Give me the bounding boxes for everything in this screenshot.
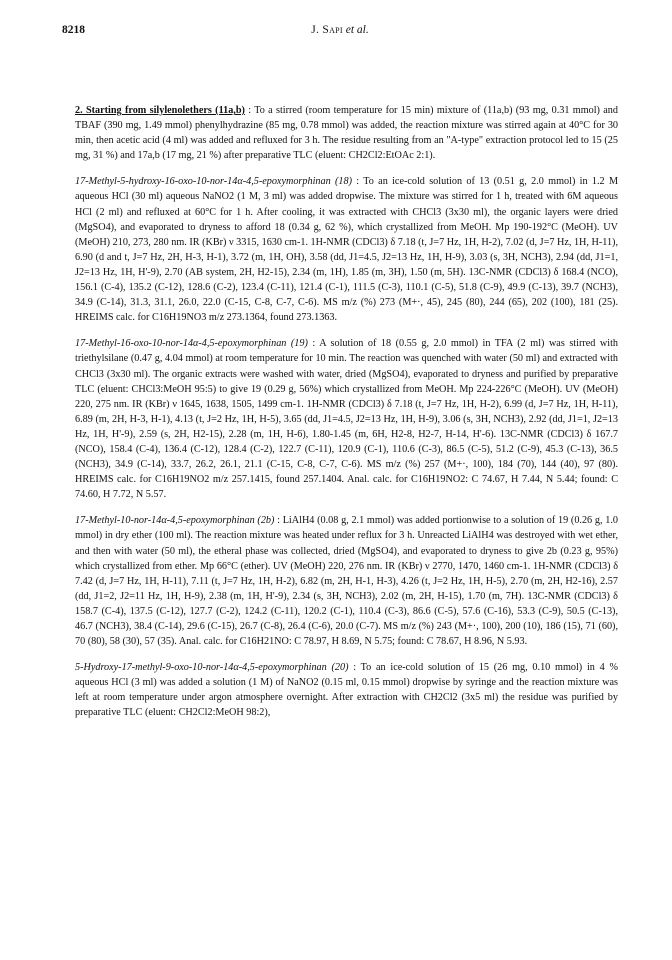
page-header [62, 24, 618, 42]
procedure-heading: 17-Methyl-16-oxo-10-nor-14α-4,5-epoxymorphinan (19) [75, 338, 308, 350]
running-author: J. Sapi [311, 24, 343, 36]
running-etal: et al. [345, 24, 369, 36]
procedure-text: : LiAlH4 (0.08 g, 2.1 mmol) was added portionwise to a solution of 19 (0.26 g, 1.0 mmol) in dry ether (100 ml). The reaction mixture was heated under reflux for 3 h. Unreacted LiAlH4 was destroyed with wet ether, and then with water (50 ml), the etheral phase was collected, dried (MgSO4), and evaporated to dryness to give 2b (0.23 g, 95%) which crystallized from ether. Mp 66°C (ether). UV (MeOH) 220, 276 nm. IR (KBr) ν 2770, 1470, 1460 cm-1. 1H-NMR (CDCl3) δ 7.42 (d, J=7 Hz, 1H, H-11), 7.11 (t, J=7 Hz, 1H, H-2), 6.82 (m, 2H, H-1, H-3), 4.26 (t, J=2 Hz, 1H, H-5), 2.70 (m, 2H, H2-16), 2.57 (dd, J1=2, J2=11 Hz, 1H, H-9), 2.38 (m, 1H, H'-9), 2.34 (s, 3H, NCH3), 2.02 (m, 2H, H-15), 1.70 (m, 7H). 13C-NMR (CDCl3) δ 158.7 (C-4), 137.5 (C-12), 127.7 (C-2), 124.2 (C-11), 120.2 (C-1), 110.4 (C-3), 86.6 (C-5), 57.6 (C-16), 53.3 (C-9), 50.5 (C-13), 46.7 (NCH3), 38.4 (C-14), 29.6 (C-15), 26.7 (C-8), 26.4 (C-6), 20.0 (C-7). MS m/z (%) 243 (M+·, 100), 200 (10), 186 (15), 71 (60), 70 (80), 58 (30), 57 (35). Anal. calc. for C16H21NO: C 78.97, H 8.69, N 5.75; found: C 78.67, H 8.96, N 5.93. [75, 515, 618, 648]
running-title [62, 24, 618, 36]
procedure-paragraph [75, 103, 618, 163]
procedure-heading: 5-Hydroxy-17-methyl-9-oxo-10-nor-14α-4,5-epoxymorphinan (20) [75, 662, 349, 674]
procedure-text: : A solution of 18 (0.55 g, 2.0 mmol) in TFA (2 ml) was stirred with triethylsilane (0.47 g, 4.04 mmol) at room temperature for 10 min. The reaction was quenched with water (50 ml) and extracted with CHCl3 (3x30 ml). The organic extracts were washed with water, dried (MgSO4), evaporated to dryness and purified by preparative TLC (eluent: CHCl3:MeOH 95:5) to give 19 (0.29 g, 56%) which crystallized from MeOH. Mp 224-226°C (MeOH). UV (MeOH) 220, 275 nm. IR (KBr) ν 1645, 1638, 1505, 1499 cm-1. 1H-NMR (CDCl3) δ 7.18 (t, J=7 Hz, 1H, H-2), 6.99 (d, J=7 Hz, 1H, H-11), 6.89 (m, 2H, H-3, H-1), 4.13 (t, J=2 Hz, 1H, H-5), 3.65 (dd, J1=4.5, J2=13 Hz, 1H, H-9), 3.06 (s, 3H, NCH3), 2.92 (dd, J1=1, J2=13 Hz, 1H, H'-9), 2.59 (s, 2H, H2-15), 2.28 (m, 1H, H-6), 1.80-1.45 (m, 6H, H2-8, H2-7, H-14, H'-6). 13C-NMR (CDCl3) δ 167.7 (NCO), 158.4 (C-4), 136.4 (C-12), 128.4 (C-2), 122.7 (C-11), 120.9 (C-1), 110.6 (C-3), 86.5 (C-5), 51.2 (C-9), 45.3 (C-13), 36.5 (NCH3), 34.9 (C-14), 33.7, 26.2, 26.1, 21.1 (C-15, C-8, C-7, C-6). MS m/z (%) 257 (M+·, 100), 184 (70), 144 (40), 97 (80). HREIMS calc. for C16H19NO2 m/z 257.1415, found 257.1404. Anal. calc. for C16H19NO2: C 74.67, H 7.44, N 5.44; found: C 74.60, H 7.72, N 5.57. [75, 338, 618, 501]
procedure-paragraph [75, 660, 618, 720]
procedure-paragraph [75, 336, 618, 502]
procedure-paragraph [75, 174, 618, 325]
procedure-text: : To an ice-cold solution of 13 (0.51 g, 2.0 mmol) in 1.2 M aqueous HCl (30 ml) aqueous NaNO2 (1 M, 3 ml) was added dropwise. The mixture was stirred for 1 h, treated with 6M aqueous HCl (2 ml) and refluxed at 60°C for 1 h. After cooling, it was extracted with CHCl3 (3x30 ml), the organic layers were dried (MgSO4), and evaporated to dryness to afford 18 (0.34 g, 62 %), which crystallized from MeOH. Mp 190-192°C (MeOH). UV (MeOH) 210, 273, 280 nm. IR (KBr) ν 3315, 1630 cm-1. 1H-NMR (CDCl3) δ 7.18 (t, J=7 Hz, 1H, H-2), 7.02 (d, J=7 Hz, 1H, H-11), 6.90 (d and t, J=7 Hz, 2H, H-3, H-1), 3.72 (m, 1H, OH), 3.58 (dd, J1=4.5, J2=13 Hz, 1H, H-9), 3.03 (s, 3H, NCH3), 2.94 (dd, J1=1, J2=13 Hz, 1H, H'-9), 2.70 (AB system, 2H, H2-15), 2.34 (m, 1H), 1.85 (m, 3H), 1.50 (m, 5H). 13C-NMR (CDCl3) δ 168.4 (NCO), 156.1 (C-4), 135.2 (C-12), 128.6 (C-2), 123.4 (C-11), 121.4 (C-1), 111.5 (C-3), 110.1 (C-5), 51.8 (C-9), 49.9 (C-13), 39.7 (NCH3), 34.9 (C-14), 31.3, 31.1, 26.0, 22.0 (C-15, C-8, C-7, C-6). MS m/z (%) 273 (M+·, 45), 245 (80), 244 (65), 202 (100), 181 (25). HREIMS calc. for C16H19NO3 m/z 273.1364, found 273.1363. [75, 176, 618, 324]
page-number: 8218 [62, 24, 85, 36]
procedure-paragraph [75, 513, 618, 649]
procedure-heading: 17-Methyl-5-hydroxy-16-oxo-10-nor-14α-4,5-epoxymorphinan (18) [75, 176, 352, 188]
procedure-text: : To an ice-cold solution of 15 (26 mg, 0.10 mmol) in 4 % aqueous HCl (3 ml) was added a solution (1 M) of NaNO2 (0.15 ml, 0.15 mmol) dropwise by syringe and the reaction mixture was left at room temperature under argon atmosphere overnight. After extraction with CH2Cl2 (3x5 ml) the residue was purified by preparative TLC (eluent: CH2Cl2:MeOH 98:2), [75, 662, 618, 719]
procedure-text: : To a stirred (room temperature for 15 min) mixture of (11a,b) (93 mg, 0.31 mmol) and TBAF (390 mg, 1.49 mmol) phenylhydrazine (85 mg, 0.78 mmol) was added, the reaction mixture was stirred again at 40°C for 30 min, then acetic acid (4 ml) was added and refluxed for 3 h. The residue resulting from an "A-type" extraction protocol led to 15 (25 mg, 31 %) and 17a,b (17 mg, 21 %) after preparative TLC (eluent: CH2Cl2:EtOAc 2:1). [75, 105, 618, 162]
procedure-heading: 2. Starting from silylenolethers (11a,b) [75, 105, 245, 116]
procedure-heading: 17-Methyl-10-nor-14α-4,5-epoxymorphinan (2b) [75, 515, 275, 527]
experimental-text [75, 103, 618, 732]
